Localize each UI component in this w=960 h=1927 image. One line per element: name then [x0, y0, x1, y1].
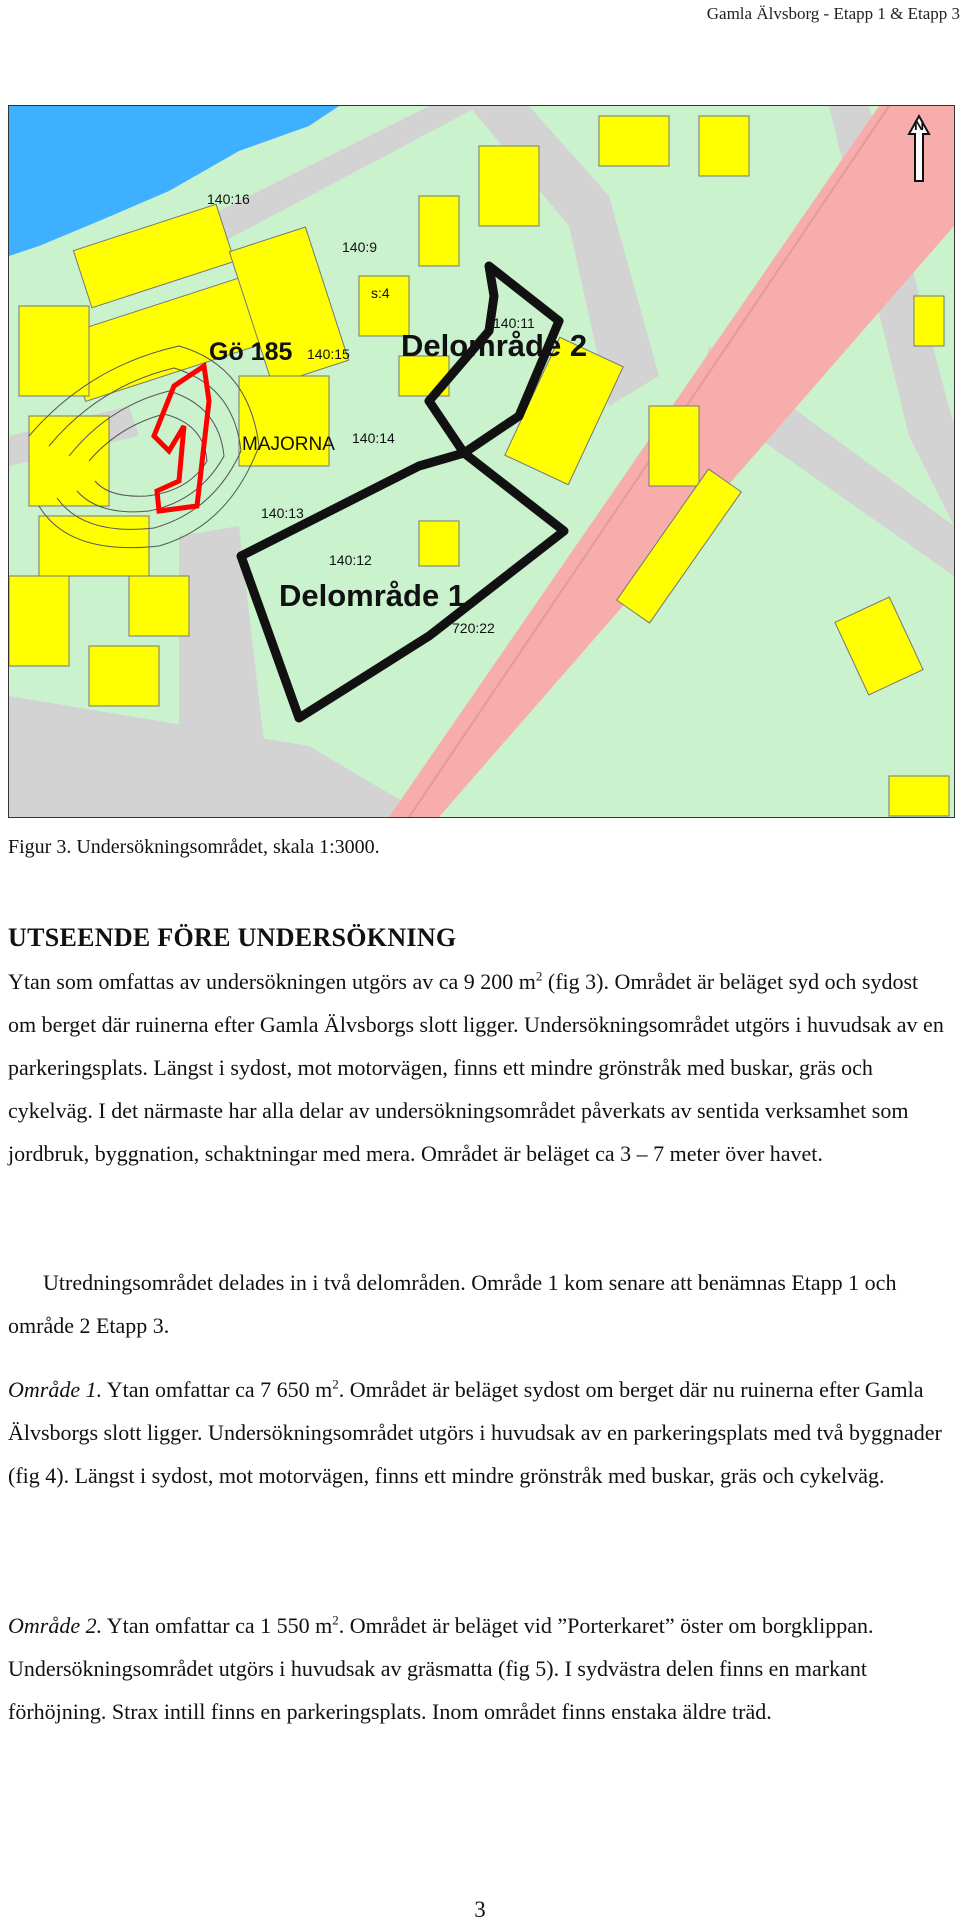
superscript: 2: [332, 1612, 339, 1628]
site-label-go185: Gö 185: [209, 338, 293, 366]
area-2-text: Ytan omfattar ca 1 550 m: [102, 1613, 333, 1638]
parcel-label-720-22: 720:22: [452, 620, 495, 636]
area-2-text-cont: . Området är beläget vid ”Porterkaret” öster om borgklippan. Undersökningsområdet utgörs i huvudsak av gräsmatta (fig 5). I sydvästra delen finns en markant förhöjning. Strax intill finns en parkeringsplats. Inom området finns enstaka äldre träd.: [8, 1613, 874, 1724]
area-label-delomrade-1: Delområde 1: [279, 578, 466, 613]
parcel-label-140-13: 140:13: [261, 505, 304, 521]
parcel-label-140-15: 140:15: [307, 346, 350, 362]
parcel-label-140-11: 140:11: [493, 315, 535, 331]
north-label: N: [913, 117, 925, 133]
paragraph-overview-text-cont: (fig 3). Området är beläget syd och sydost om berget där ruinerna efter Gamla Älvsborgs slott ligger. Undersökningsområdet utgörs i huvudsak av en parkeringsplats. Längst i sydost, mot motorvägen, finns ett mindre grönstråk med buskar, gräs och cykelväg. I det närmaste har alla delar av undersökningsområdet påverkats av sentida verksamhet som jordbruk, byggnation, schaktningar med mera. Området är beläget ca 3 – 7 meter över havet.: [8, 969, 944, 1166]
running-header: Gamla Älvsborg - Etapp 1 & Etapp 3: [706, 4, 960, 23]
district-label-majorna: MAJORNA: [242, 434, 335, 455]
label-s4: s:4: [371, 285, 390, 301]
parcel-label-140-9: 140:9: [342, 239, 378, 255]
paragraph-overview: [8, 960, 948, 1175]
figure-map: [8, 105, 955, 818]
area-1-label: Område 1.: [8, 1377, 103, 1402]
paragraph-overview-text: Ytan som omfattas av undersökningen utgörs av ca 9 200 m: [8, 969, 536, 994]
page-number: 3: [474, 1897, 486, 1922]
section-heading: UTSEENDE FÖRE UNDERSÖKNING: [8, 923, 457, 952]
superscript: 2: [332, 1376, 339, 1392]
figure-caption: Figur 3. Undersökningsområdet, skala 1:3000.: [8, 836, 380, 858]
paragraph-area-1: [8, 1368, 948, 1497]
parcel-label-140-14: 140:14: [352, 430, 395, 446]
area-1-text-cont: . Området är beläget sydost om berget där nu ruinerna efter Gamla Älvsborgs slott ligger. Undersökningsområdet utgörs i huvudsak av en parkeringsplats med två byggnader (fig 4). Längst i sydost, mot motorvägen, finns ett mindre grönstråk med buskar, gräs och cykelväg.: [8, 1377, 942, 1488]
parcel-label-140-12: 140:12: [329, 552, 372, 568]
area-label-delomrade-2: Delområde 2: [401, 328, 588, 363]
paragraph-subdivision: Utredningsområdet delades in i två delområden. Område 1 kom senare att benämnas Etapp 1 och område 2 Etapp 3.: [8, 1270, 897, 1338]
area-2-label: Område 2.: [8, 1613, 103, 1638]
superscript: 2: [535, 968, 543, 984]
area-1-text: Ytan omfattar ca 7 650 m: [102, 1377, 333, 1402]
paragraph-area-2: [8, 1604, 948, 1733]
map-canvas: [9, 106, 954, 817]
parcel-label-140-16: 140:16: [207, 191, 250, 207]
